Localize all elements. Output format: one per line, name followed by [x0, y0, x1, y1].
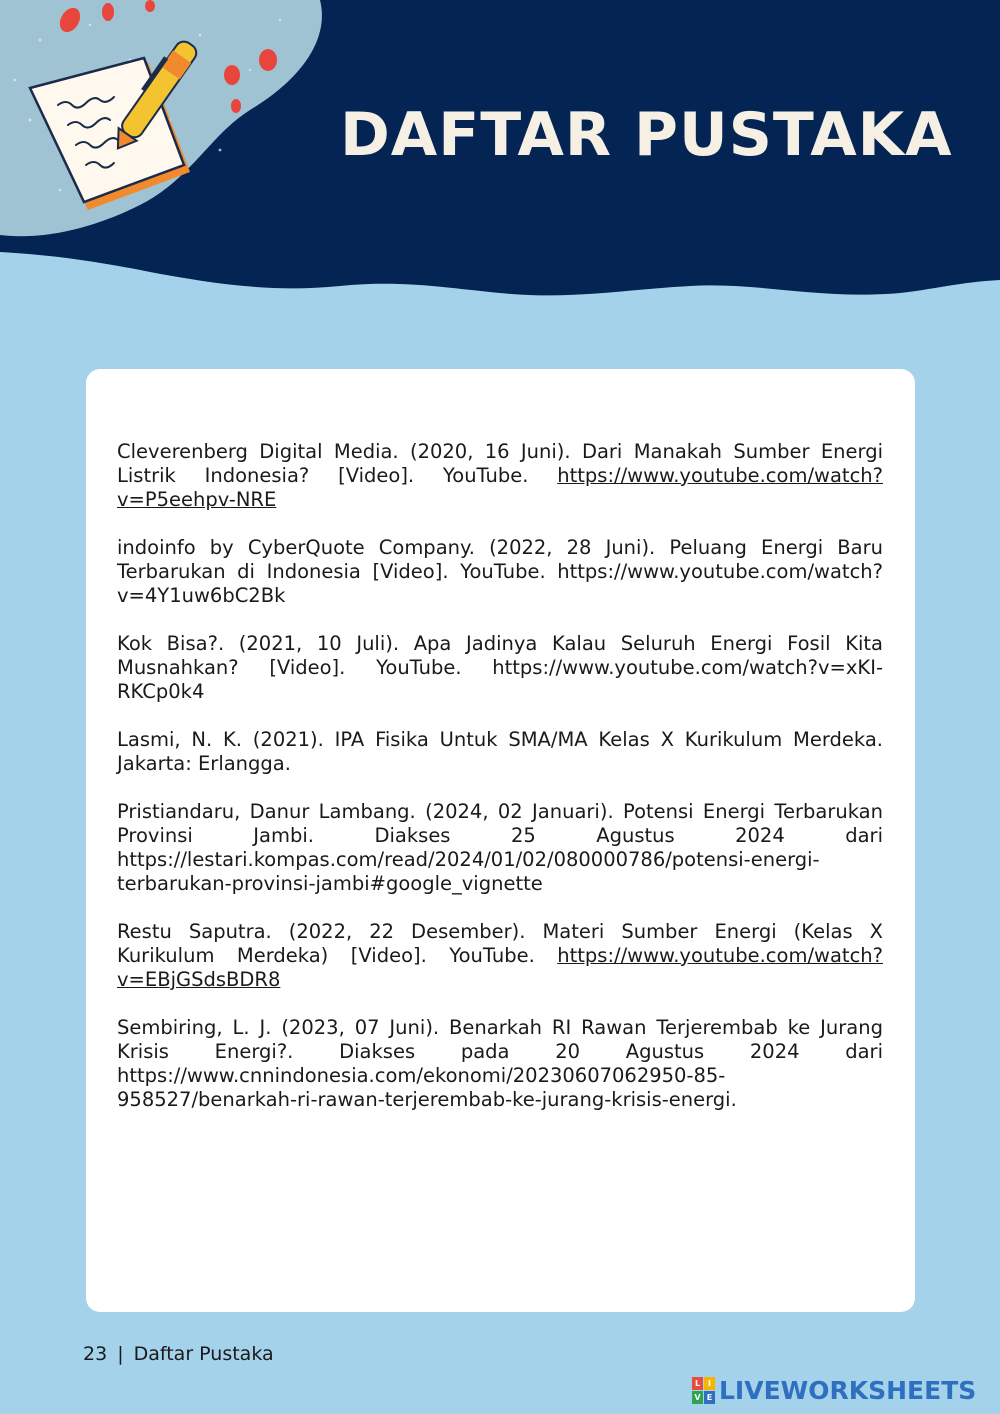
liveworksheets-brand[interactable]	[692, 1374, 976, 1406]
reference-link[interactable]: https://www.youtube.com/watch?v=P5eehpv-NRE	[117, 464, 883, 511]
footer-separator: |	[117, 1343, 124, 1365]
liveworksheets-logo-icon	[692, 1377, 715, 1404]
logo-letter: V	[692, 1391, 703, 1404]
brand-name: LIVEWORKSHEETS	[719, 1375, 977, 1405]
reference-link[interactable]: https://www.youtube.com/watch?v=EBjGSdsBDR8	[117, 944, 883, 991]
reference-item	[117, 632, 883, 704]
reference-item	[117, 800, 883, 896]
logo-letter: E	[704, 1391, 715, 1404]
reference-item	[117, 920, 883, 992]
reference-text: Lasmi, N. K. (2021). IPA Fisika Untuk SMA/MA Kelas X Kurikulum Merdeka. Jakarta: Erlangga.	[117, 728, 883, 775]
logo-letter: I	[704, 1377, 715, 1390]
page-number: 23	[83, 1343, 108, 1365]
reference-item	[117, 536, 883, 608]
reference-item	[117, 728, 883, 776]
page-title: DAFTAR PUSTAKA	[340, 100, 953, 170]
reference-text: indoinfo by CyberQuote Company. (2022, 28 Juni). Peluang Energi Baru Terbarukan di Indonesia [Video]. YouTube. https://www.youtube.com/watch?v=4Y1uw6bC2Bk	[117, 536, 883, 607]
reference-text: Kok Bisa?. (2021, 10 Juli). Apa Jadinya Kalau Seluruh Energi Fosil Kita Musnahkan? [Video]. YouTube. https://www.youtube.com/watch?v=xKI-RKCp0k4	[117, 632, 883, 703]
footer-section-title: Daftar Pustaka	[133, 1343, 274, 1365]
reference-text: Sembiring, L. J. (2023, 07 Juni). Benarkah RI Rawan Terjerembab ke Jurang Krisis Energi?. Diakses pada 20 Agustus 2024 dari https://www.cnnindonesia.com/ekonomi/20230607062950-85-958527/benarkah-ri-rawan-terjerembab-ke-jurang-krisis-energi.	[117, 1016, 883, 1111]
reference-list	[117, 440, 883, 1136]
reference-text: Restu Saputra. (2022, 22 Desember). Materi Sumber Energi (Kelas X Kurikulum Merdeka) [Video]. YouTube.	[117, 920, 883, 967]
logo-letter: L	[692, 1377, 703, 1390]
reference-item	[117, 440, 883, 512]
reference-text: Cleverenberg Digital Media. (2020, 16 Juni). Dari Manakah Sumber Energi Listrik Indonesia? [Video]. YouTube.	[117, 440, 883, 487]
reference-item	[117, 1016, 883, 1112]
reference-text: Pristiandaru, Danur Lambang. (2024, 02 Januari). Potensi Energi Terbarukan Provinsi Jambi. Diakses 25 Agustus 2024 dari https://lestari.kompas.com/read/2024/01/02/080000786/potensi-energi-terbarukan-provinsi-jambi#google_vignette	[117, 800, 883, 895]
page-footer	[83, 1343, 274, 1365]
